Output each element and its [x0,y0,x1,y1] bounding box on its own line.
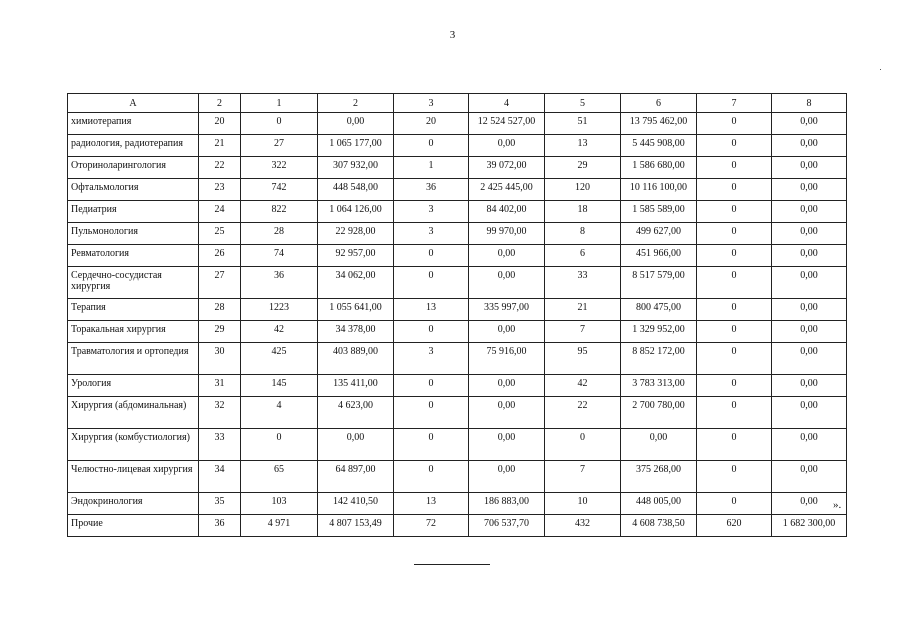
table-cell: 20 [199,113,241,135]
table-cell: 8 517 579,00 [621,267,697,299]
data-table [67,93,847,537]
table-row [68,113,847,135]
table-row [68,515,847,537]
table-cell: 403 889,00 [318,343,394,375]
table-cell: 28 [199,299,241,321]
table-cell: 145 [241,375,318,397]
column-header: 2 [318,94,394,113]
row-label: химиотерапия [68,113,199,135]
table-row [68,223,847,245]
table-cell: 29 [545,157,621,179]
table-cell: 27 [199,267,241,299]
table-row [68,343,847,375]
table-cell: 13 [394,493,469,515]
table-cell: 4 608 738,50 [621,515,697,537]
table-cell: 34 062,00 [318,267,394,299]
table-cell: 0,00 [772,461,847,493]
table-cell: 26 [199,245,241,267]
table-cell: 0 [394,397,469,429]
row-label: Ревматология [68,245,199,267]
table-cell: 1 [394,157,469,179]
table-cell: 0 [697,461,772,493]
data-table-container [67,93,846,537]
table-row [68,201,847,223]
table-cell: 0 [697,157,772,179]
row-label: Педиатрия [68,201,199,223]
table-cell: 432 [545,515,621,537]
table-cell: 307 932,00 [318,157,394,179]
table-cell: 1 585 589,00 [621,201,697,223]
table-cell: 0,00 [469,267,545,299]
table-cell: 22 [545,397,621,429]
column-header: 3 [394,94,469,113]
table-cell: 2 425 445,00 [469,179,545,201]
row-label: Пульмонология [68,223,199,245]
table-cell: 0 [697,267,772,299]
table-cell: 0 [697,223,772,245]
table-cell: 0 [241,429,318,461]
table-cell: 42 [545,375,621,397]
table-cell: 375 268,00 [621,461,697,493]
table-cell: 29 [199,321,241,343]
row-label: Урология [68,375,199,397]
table-cell: 0,00 [469,397,545,429]
table-cell: 742 [241,179,318,201]
table-cell: 0,00 [772,135,847,157]
table-cell: 64 897,00 [318,461,394,493]
table-cell: 84 402,00 [469,201,545,223]
table-cell: 22 [199,157,241,179]
table-row [68,375,847,397]
table-cell: 95 [545,343,621,375]
table-cell: 13 [394,299,469,321]
row-label: Хирургия (абдоминальная) [68,397,199,429]
table-cell: 0 [697,245,772,267]
column-header: 2 [199,94,241,113]
table-cell: 28 [241,223,318,245]
table-cell: 8 852 172,00 [621,343,697,375]
table-row [68,157,847,179]
table-cell: 1 586 680,00 [621,157,697,179]
column-header: 4 [469,94,545,113]
table-cell: 4 623,00 [318,397,394,429]
row-label: Травматология и ортопедия [68,343,199,375]
table-cell: 0 [394,321,469,343]
table-cell: 0 [697,493,772,515]
table-cell: 92 957,00 [318,245,394,267]
table-cell: 4 807 153,49 [318,515,394,537]
table-cell: 0,00 [772,223,847,245]
table-cell: 31 [199,375,241,397]
closing-rule [414,564,490,565]
table-cell: 3 783 313,00 [621,375,697,397]
table-cell: 4 [241,397,318,429]
table-cell: 0 [394,429,469,461]
table-cell: 0,00 [469,429,545,461]
table-cell: 0,00 [772,321,847,343]
table-body [68,113,847,537]
table-cell: 0,00 [772,245,847,267]
table-cell: 6 [545,245,621,267]
table-cell: 74 [241,245,318,267]
table-cell: 0,00 [772,343,847,375]
table-cell: 620 [697,515,772,537]
table-row [68,429,847,461]
table-cell: 36 [199,515,241,537]
table-cell: 0 [697,375,772,397]
table-cell: 0,00 [621,429,697,461]
table-cell: 448 548,00 [318,179,394,201]
table-cell: 39 072,00 [469,157,545,179]
row-label: Челюстно-лицевая хирургия [68,461,199,493]
column-header: 5 [545,94,621,113]
table-cell: 4 971 [241,515,318,537]
table-cell: 0,00 [772,429,847,461]
table-cell: 0,00 [318,429,394,461]
table-cell: 0,00 [469,245,545,267]
table-cell: 30 [199,343,241,375]
column-header: 7 [697,94,772,113]
table-cell: 99 970,00 [469,223,545,245]
table-cell: 0,00 [772,299,847,321]
table-cell: 20 [394,113,469,135]
table-cell: 75 916,00 [469,343,545,375]
table-cell: 800 475,00 [621,299,697,321]
table-cell: 23 [199,179,241,201]
table-cell: 499 627,00 [621,223,697,245]
table-cell: 0,00 [772,267,847,299]
table-cell: 0,00 [772,113,847,135]
closing-quote: ». [833,499,842,511]
table-cell: 3 [394,343,469,375]
table-cell: 0,00 [469,461,545,493]
table-cell: 33 [199,429,241,461]
table-cell: 12 524 527,00 [469,113,545,135]
row-label: Оториноларингология [68,157,199,179]
table-cell: 27 [241,135,318,157]
table-cell: 0,00 [469,321,545,343]
table-cell: 10 [545,493,621,515]
row-label: Прочие [68,515,199,537]
table-cell: 448 005,00 [621,493,697,515]
table-cell: 10 116 100,00 [621,179,697,201]
row-label: Торакальная хирургия [68,321,199,343]
table-cell: 103 [241,493,318,515]
table-cell: 0 [697,201,772,223]
table-cell: 0 [697,299,772,321]
table-cell: 42 [241,321,318,343]
edge-dot [880,69,881,70]
table-cell: 3 [394,201,469,223]
table-cell: 51 [545,113,621,135]
table-cell: 0 [697,179,772,201]
table-cell: 1223 [241,299,318,321]
table-cell: 0 [697,135,772,157]
table-cell: 0,00 [772,375,847,397]
table-cell: 822 [241,201,318,223]
table-cell: 36 [394,179,469,201]
row-label: радиология, радиотерапия [68,135,199,157]
table-cell: 0,00 [318,113,394,135]
table-cell: 24 [199,201,241,223]
table-cell: 1 682 300,00 [772,515,847,537]
table-cell: 0 [394,245,469,267]
table-cell: 21 [199,135,241,157]
row-label: Офтальмология [68,179,199,201]
table-cell: 0 [697,429,772,461]
table-cell: 21 [545,299,621,321]
table-cell: 18 [545,201,621,223]
table-cell: 2 700 780,00 [621,397,697,429]
table-cell: 0 [241,113,318,135]
table-cell: 0 [394,135,469,157]
table-cell: 322 [241,157,318,179]
table-cell: 1 065 177,00 [318,135,394,157]
table-cell: 0,00 [772,157,847,179]
table-cell: 425 [241,343,318,375]
table-cell: 0,00 [772,493,847,515]
table-cell: 451 966,00 [621,245,697,267]
table-cell: 706 537,70 [469,515,545,537]
table-cell: 1 064 126,00 [318,201,394,223]
table-header-row [68,94,847,113]
table-cell: 13 795 462,00 [621,113,697,135]
table-cell: 5 445 908,00 [621,135,697,157]
table-cell: 0 [697,343,772,375]
table-cell: 335 997,00 [469,299,545,321]
row-label: Хирургия (комбустиология) [68,429,199,461]
table-row [68,397,847,429]
table-row [68,299,847,321]
table-cell: 36 [241,267,318,299]
table-cell: 1 055 641,00 [318,299,394,321]
table-cell: 0,00 [772,179,847,201]
table-cell: 0,00 [772,397,847,429]
table-cell: 120 [545,179,621,201]
table-cell: 3 [394,223,469,245]
table-cell: 135 411,00 [318,375,394,397]
column-header: А [68,94,199,113]
row-label: Сердечно-сосудистая хирургия [68,267,199,299]
table-row [68,461,847,493]
table-cell: 142 410,50 [318,493,394,515]
table-cell: 8 [545,223,621,245]
table-row [68,179,847,201]
table-cell: 33 [545,267,621,299]
table-cell: 1 329 952,00 [621,321,697,343]
table-cell: 0 [394,375,469,397]
table-cell: 0,00 [469,375,545,397]
column-header: 1 [241,94,318,113]
table-cell: 186 883,00 [469,493,545,515]
page-number: 3 [449,29,456,41]
table-cell: 22 928,00 [318,223,394,245]
table-cell: 7 [545,321,621,343]
table-row [68,245,847,267]
table-cell: 25 [199,223,241,245]
table-cell: 34 [199,461,241,493]
table-cell: 0 [697,397,772,429]
table-cell: 0 [545,429,621,461]
table-cell: 65 [241,461,318,493]
table-row [68,493,847,515]
table-cell: 34 378,00 [318,321,394,343]
table-cell: 0 [697,113,772,135]
row-label: Эндокринология [68,493,199,515]
table-cell: 7 [545,461,621,493]
table-cell: 0 [394,461,469,493]
table-cell: 0 [697,321,772,343]
table-cell: 13 [545,135,621,157]
table-row [68,267,847,299]
table-row [68,321,847,343]
table-cell: 0,00 [469,135,545,157]
table-cell: 0 [394,267,469,299]
table-cell: 35 [199,493,241,515]
column-header: 8 [772,94,847,113]
table-cell: 0,00 [772,201,847,223]
row-label: Терапия [68,299,199,321]
column-header: 6 [621,94,697,113]
table-row [68,135,847,157]
table-cell: 72 [394,515,469,537]
table-cell: 32 [199,397,241,429]
